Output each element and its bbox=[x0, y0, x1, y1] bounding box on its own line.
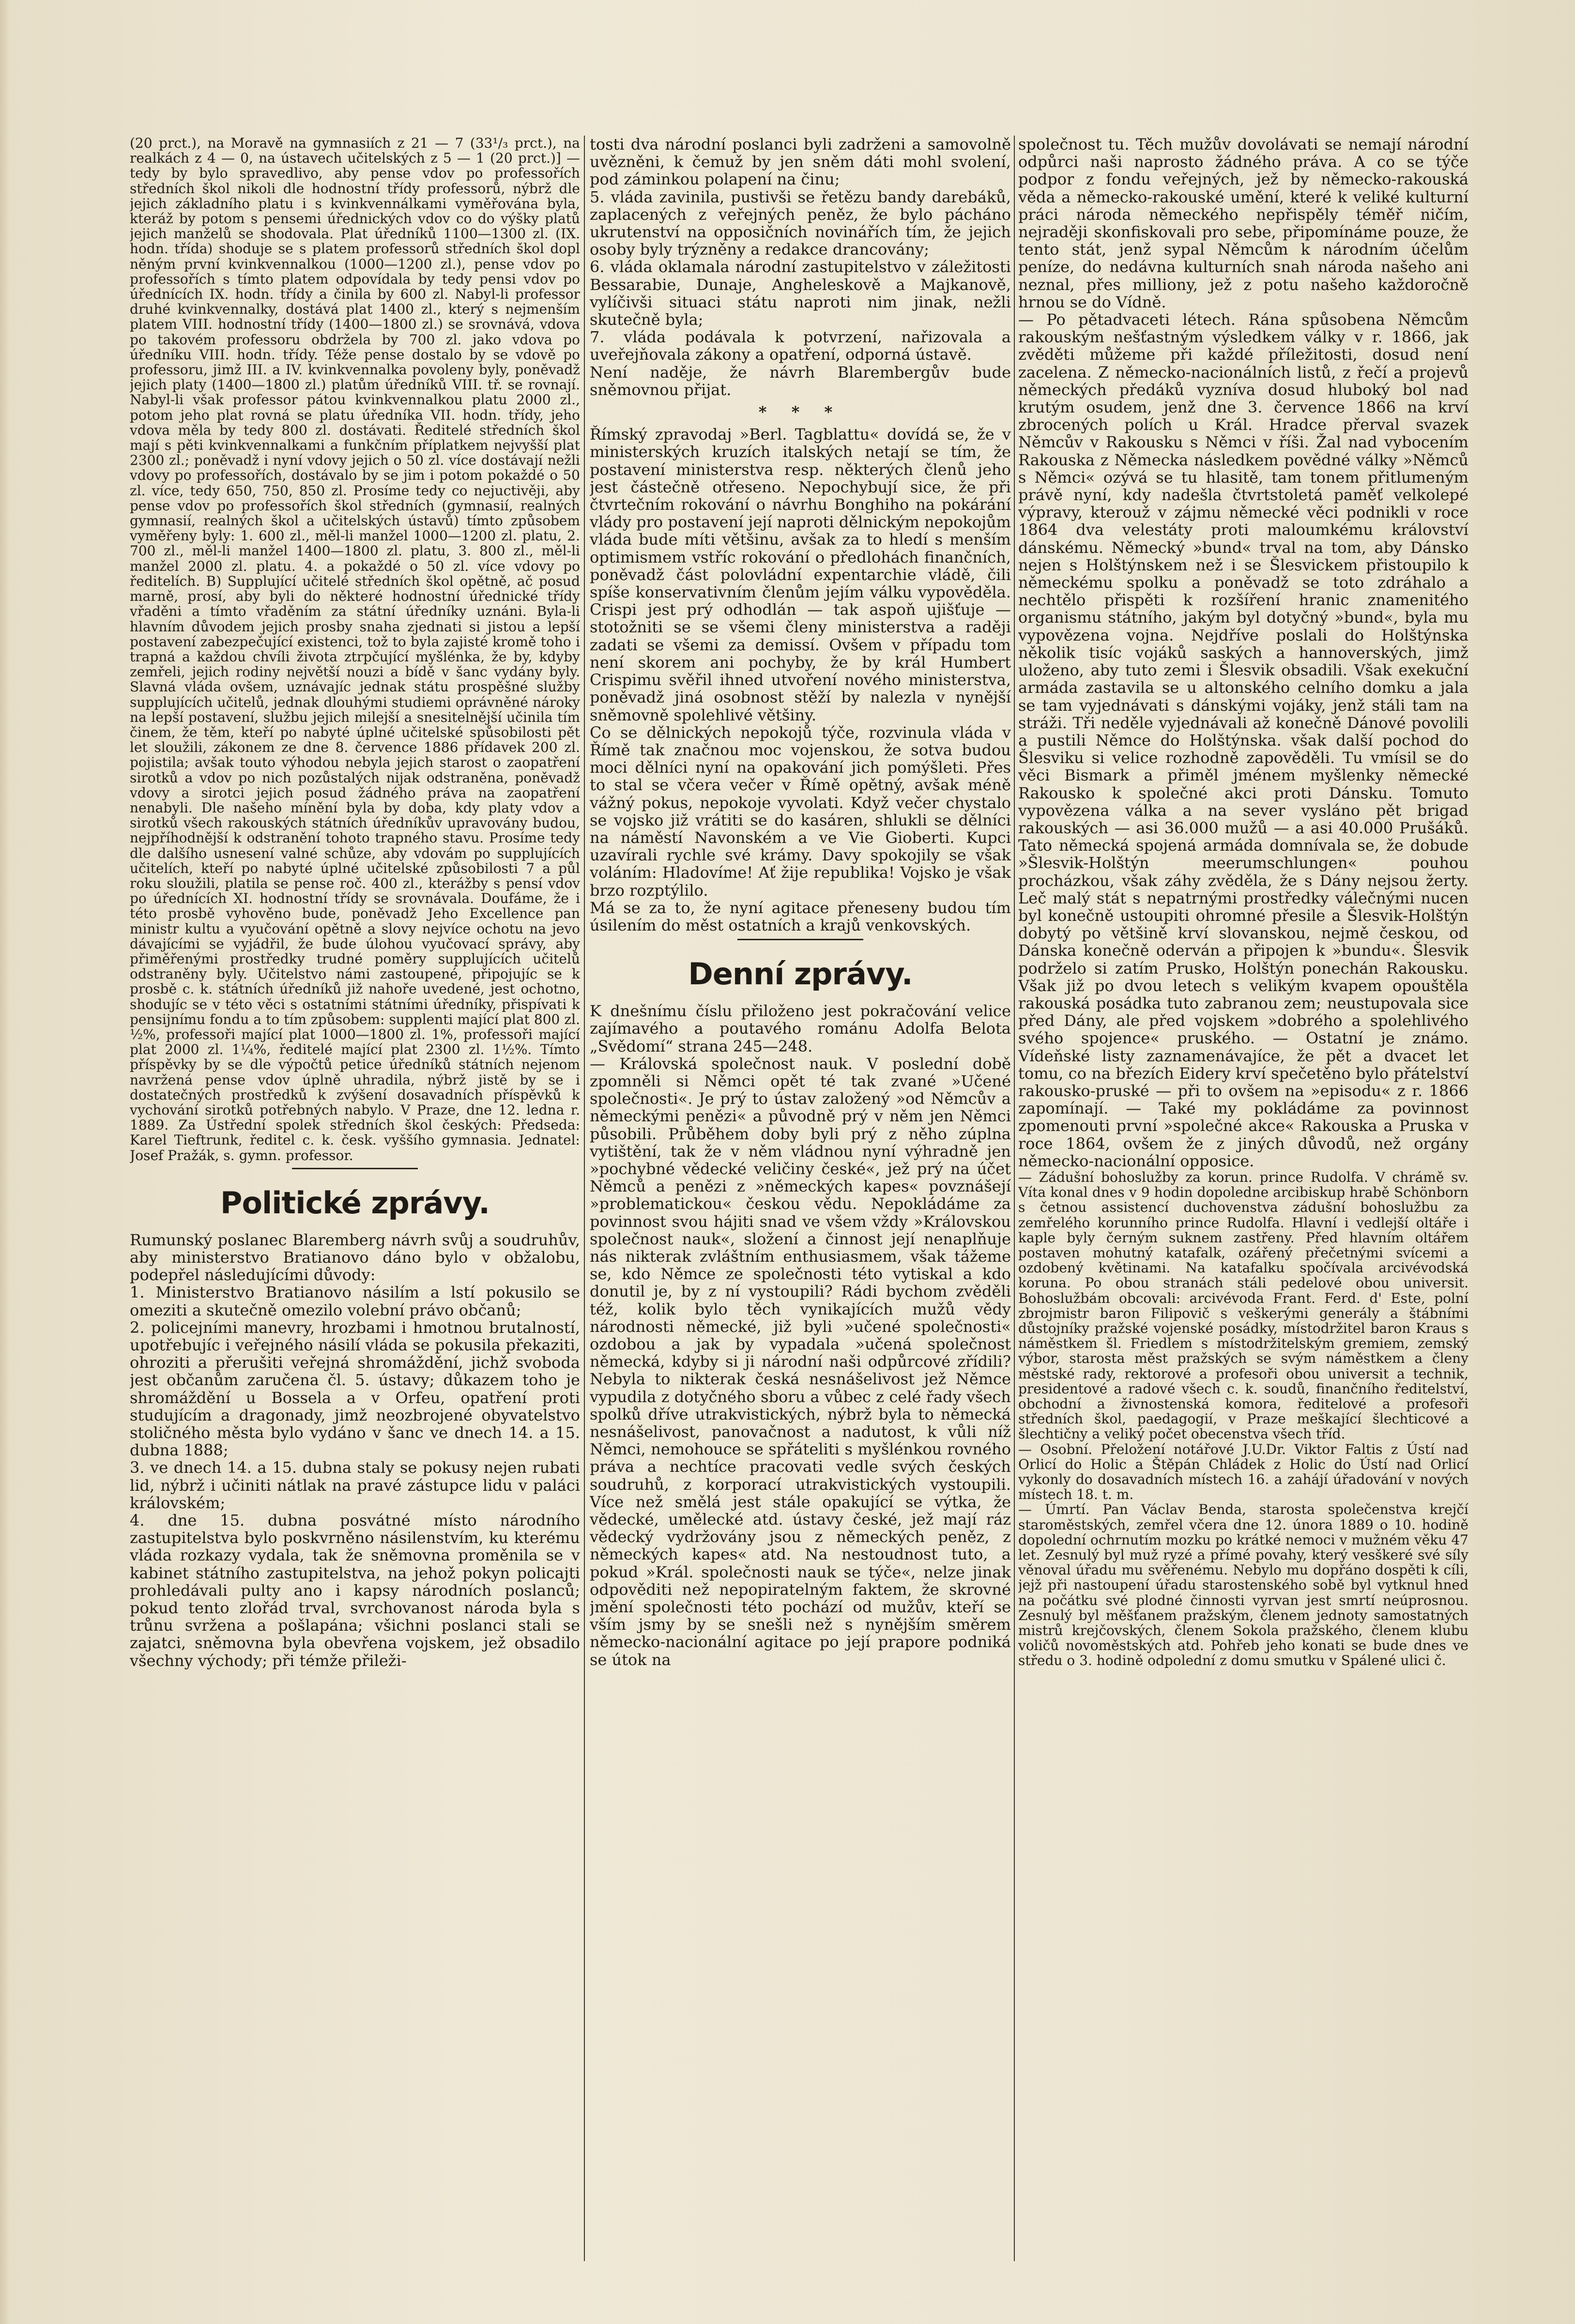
article-paragraph: — Úmrtí. Pan Václav Benda, starosta společenstva krejčí staroměstských, zemřel včera dne 12. února 1889 o 10. hodině dopolední ochrnutím mozku po krátké nemoci v mužném věku 47 let. Zesnulý byl muž ryzé a přímé povahy, který vesškeré své síly věnoval úřadu mu svěřenému. Nebylo mu dopřáno dospěti k cíli, jejž při nastoupení úřadu starostenského sobě byl vytknul hned na počátku své plodné činnosti vyrvan jest smrtí neúprosnou. Zesnulý byl měšťanem pražským, členem jednoty samostatných mistrů krejčovských, členem Sokola pražského, členem klubu voličů novoměstských atd. Pohřeb jeho konati se bude dnes ve středu o 3. hodině odpolední z domu smutku v Spálené ulici č. bbox=[1018, 1501, 1468, 1669]
column-rule bbox=[1014, 136, 1015, 2261]
section-title-political: Politické zprávy. bbox=[220, 1185, 489, 1221]
section-title-daily: Denní zprávy. bbox=[688, 956, 913, 992]
bleed-through-text bbox=[557, 73, 1041, 126]
article-paragraph: Co se dělnických nepokojů týče, rozvinula vláda v Římě tak značnou moc vojenskou, že sotva budou moci dělníci nyní na opakování jich pomýšleti. Přes to stal se včera večer v Římě opětný, avšak méně vážný pokus, nepokoje vyvolati. Když večer chystalo se vojsko již vrátiti se do kasáren, shlukli se dělníci na náměstí Navonském a ve Vie Gioberti. Kupci uzavírali rychle své krámy. Davy spokojily se však voláním: Hladovíme! Ať žije republika! Vojsko je však brzo rozptýlilo. bbox=[590, 723, 1011, 900]
article-paragraph: — Osobní. Přeložení notářové J.U.Dr. Viktor Faltis z Ústí nad Orlicí do Holic a Štěpán Chládek z Holic do Ústí nad Orlicí vykonly do dosavadních místech 16. a zahájí úřadování v nových místech 18. t. m. bbox=[1018, 1441, 1468, 1503]
article-paragraph: Má se za to, že nyní agitace přeneseny budou tím úsilením do měst ostatních a krajů venkovských. bbox=[590, 898, 1011, 934]
article-paragraph: Není naděje, že návrh Blarembergův bude sněmovnou přijat. bbox=[590, 363, 1011, 399]
article-paragraph: 2. policejními manevry, hrozbami i hmotnou brutalností, upotřebujíc i veřejného násilí vláda se pokusila překaziti, ohroziti a přerušiti veřejná shromáždění, jichž svoboda jest občanům zaručena čl. 5. ústavy; důkazem toho je shromáždění u Bossela a v Orfeu, opatření proti studujícím a dragonady, jimž neozbrojené obyvatelstvo stoličného města bylo vydáno v šanc ve dnech 14. a 15. dubna 1888; bbox=[130, 1318, 580, 1460]
article-paragraph: 4. dne 15. dubna posvátné místo národního zastupitelstva bylo poskvrněno násilenstvím, ku kterému vláda rozkazy vydala, tak že sněmovna proměnila se v kabinet státního zastupitelstva, na jehož pokyn policajti prohledávali pulty ano i kapsy národních poslanců; pokud tento zlořád trval, svrchovanost národa byla s trůnu svržena a pošlapána; všichni poslanci stali se zajatci, sněmovna byla obevřena vojskem, jež obsadilo všechny východy; při témže přileži- bbox=[130, 1511, 580, 1670]
petition-text: (20 prct.), na Moravě na gymnasiích z 21 — 7 (33¹/₃ prct.), na realkách z 4 — 0, na ústavech učitelských z 5 — 1 (20 prct.)] — tedy by bylo spravedlivo, aby pense vdov po professořích středních škol nikoli dle hodnostní třídy professorů, nýbrž dle jejich základního platu i s kvinkvennálkami vyměřována byla, kteráž by potom s pensemi úřednických vdov co do výšky platů jejich manželů se shodovala. Plat úředníků 1100—1300 zl. (IX. hodn. třída) shoduje se s platem professorů středních škol dopl něným první kvinkvennalkou (1000—1200 zl.), pense vdov po professořích s tímto platem odpovídala by tedy pensi vdov po úřednících IX. hodn. třídy a činila by 600 zl. Nabyl-li professor druhé kvinkvennalky, dostává plat 1400 zl., který s nejmenším platem VIII. hodnostní třídy (1400—1800 zl.) se srovnává, vdova po takovém professoru obdržela by 700 zl. jako vdova po úředníku VIII. hodn. třídy. Téže pense dostalo by se vdově po professoru, jimž III. a IV. kvinkvennalka povoleny byly, poněvadž jejich platy (1400—1800 zl.) platům úředníků VIII. tř. se rovnají. Nabyl-li však professor pátou kvinkvennalkou platu 2000 zl., potom jeho plat rovná se platu úředníka VII. hodn. třídy, jeho vdova měla by tedy 800 zl. dostávati. Ředitelé středních škol mají s pěti kvinkvennalkami a funkčním příplatkem nejvyšší plat 2300 zl.; poněvadž i nyní vdovy jejich o 50 zl. více dostávají nežli vdovy po professořích, dostávalo by se jim i potom pokaždé o 50 zl. více, tedy 650, 750, 850 zl. Prosíme tedy co nejuctivěji, aby pense vdov po professořích škol středních (gymnasií, realných gymnasií, realných škol a učitelských ústavů) tímto způsobem vyměřeny byly: 1. 600 zl., měl-li manžel 1000—1200 zl. platu, 2. 700 zl., měl-li manžel 1400—1800 zl. platu, 3. 800 zl., měl-li manžel 2000 zl. platu. 4. a pokaždé o 50 zl. více vdovy po ředitelích. B) Supplující učitelé středních škol opětně, ač posud marně, prosí, aby byli do některé hodnostní úřednické třídy vřaděni a tímto vřaděním za státní úředníky uznáni. Byla-li hlavním důvodem jejich prosby snaha zjednati si jistou a lepší postavení zabezpečující existenci, tož to byla zajisté kromě toho i trapná a každou chvíli života ztrpčující myšlénka, že by, kdyby zemřeli, jejich rodiny největší nouzi a bídě v šanc vydány byly. Slavná vláda ovšem, uznávajíc jednak státu prospěšné služby supplujících učitelů, jednak dlouhými studiemi oprávněné nároky na lepší postavení, službu jejich milejší a snesitelnější učinila tím činem, že těm, kteří po nabyté úplné učitelské spůsobilosti pět let sloužili, zákonem ze dne 8. července 1886 přídavek 200 zl. pojistila; avšak touto výhodou nebyla jejich starost o zaopatření sirotků a vdov po nich pozůstalých nijak odstraněna, poněvadž vdovy a sirotci jejich posud žádného práva na zaopatření nenabyli. Dle našeho mínění byla by doba, kdy platy vdov a sirotků všech rakouských státních úředníkův upravovány budou, nejpříhodnější k odstranění tohoto trapného stavu. Prosíme tedy dle dalšího usnesení valné schůze, aby vdovám po supplujících učitelích, kteří po nabyté úplné učitelské způsobilosti 7 a půl roku sloužili, platila se pense roč. 400 zl., kterážby s pensí vdov po úřednících XI. hodnostní třídy se srovnávala. Doufáme, že i této prosbě vyhověno bude, poněvadž Jeho Excellence pan ministr kultu a vyučování opětně a slovy nejvíce ochotu na jevo dávajícími se vyjádřil, že bude úlohou vyučovací správy, aby přiměřenými prostředky trudné poměry supplujících učitelů odstraněny byly. Učitelstvo námi zastoupené, připojujíc se k prosbě c. k. státních úředníků již nahoře uvedené, jest ochotno, shodujíc se v této věci s ostatními státními úředníky, přispívati k pensijnímu fondu a to tím způsobem: supplenti mající plat 800 zl. ½%, professoři mající plat 1000—1800 zl. 1%, professoři mající plat 2000 zl. 1¼%, ředitelé mající plat 2300 zl. 1½%. Tímto příspěvky by se dle výpočtů petice úředníků státních nejenom navržená pense vdov úplně uhradila, nýbrž jistě by se i dostatečných prostředků k zvýšení dosavadních příspěvků k vychování sirotků potřebných nabylo. V Praze, dne 12. ledna r. 1889. Za Ústřední spolek středních škol českých: Předseda: Karel Tieftrunk, ředitel c. k. česk. vyššího gymnasia. Jednatel: Josef Pražák, s. gymn. professor. bbox=[130, 136, 580, 1163]
section-divider bbox=[737, 939, 863, 940]
page-edge-shadow bbox=[0, 0, 10, 2324]
article-paragraph: Římský zpravodaj »Berl. Tagblattu« dovídá se, že v ministerských kruzích italských netají se tím, že postavení ministerstva resp. některých členů jeho jest částečně otřeseno. Nepochybují sice, že při čtvrtečním rokování o návrhu Bonghiho na pokárání vlády pro postavení její naproti dělnickým nepokojům vláda bude míti většinu, avšak za to hledí s menším optimismem vstříc rokování o předlohách finančních, poněvadž část polovládní expentarchie vládě, čili spíše konservativním členům jejím válku vypověděla. Crispi jest prý odhodlán — tak aspoň ujišťuje — stotožniti se se všemi členy ministerstva a raději zadati se všemi za demissí. Ovšem v případu tom není skorem ani pochyby, že by král Humbert Crispimu svěřil ihned utvoření nového ministerstva, poněvadž jiná osobnost stěží by nalezla v nynější sněmovně spolehlivé většiny. bbox=[590, 425, 1011, 724]
column-middle bbox=[590, 136, 1011, 2261]
article-paragraph: 1. Ministerstvo Bratianovo násilím a lstí pokusilo se omeziti a skutečně omezilo volební právo občanů; bbox=[130, 1283, 580, 1319]
article-paragraph: 5. vláda zavinila, pustivši se řetězu bandy darebáků, zaplacených z veřejných peněz, že bylo pácháno ukrutenství na opposičních novinářích tím, že jejich osoby byly trýzněny a redakce drancovány; bbox=[590, 187, 1011, 259]
article-paragraph: — Po pětadvaceti létech. Rána spůsobena Němcům rakouským nešťastným výsledkem války v r. 1866, jak zvěděti můžeme při každé příležitosti, dosud není zacelena. Z německo-nacionálních listů, z řečí a projevů německých předáků vyzníva dosud hluboký bol nad krutým osudem, jenž dne 3. července 1866 na krví zbrocených polích u Král. Hradce přerval svazek Němcův v Rakousku s Němci v říši. Žal nad vybocením Rakouska z Německa následkem povědné války »Němců s Němci« ozývá se tu hlasitě, tam tonem přitlumeným právě nyní, kdy nadešla čtvrtstoletá paměť velkolepé výpravy, kterouž v zájmu německé věci podnikli v roce 1864 dva velestáty proti maloumkému království dánskému. Německý »bund« trval na tom, aby Dánsko nejen s Holštýnskem než i se Šlesvickem přistoupilo k německému spolku a poněvadž se toto zdráhalo a nechtělo přispěti k rozšíření hranic znamenitého organismu státního, jakým byl dotyčný »bund«, byla mu vypovězena vojna. Nejdříve poslali do Holštýnska několik tisíc vojáků saských a hannoverských, jimž uloženo, aby tuto zemi i Šlesvik obsadili. Však exekuční armáda zastavila se u altonského celního domku a jala se tam vyjednávati s dánskými vojáky, jenž stáli tam na stráži. Tři neděle vyjednávali až konečně Dánové povolili a pustili Němce do Holštýnska. však další pochod do Šlesviku si velice rozhodně zapověděli. Tu vmísil se do věci Bismark a přiměl jménem myšlenky německé Rakousko k společné akci proti Dánsku. Tomuto vypovězena válka a na sever vysláno pět brigad rakouských — asi 36.000 mužů — a asi 40.000 Prušáků. Tato německá spojená armáda domnívala se, že dobude »Šlesvik-Holštýn meerumschlungen« pouhou procházkou, však záhy zvěděla, že s Dány nejsou žerty. Leč malý stát s nepatrnými prostředky válečnými nucen byl konečně ustoupiti ohromné přesile a Šlesvik-Holštýn dobytý po většině krví slovanskou, nejmě českou, od Dánska konečně oderván a připojen k »bundu«. Šlesvik podrželo si zatím Prusko, Holštýn ponechán Rakousku. Však již po dvou letech s velikým kvapem opouštěla rakouská posádka tuto zabranou zem; neustupovala sice před Dány, ale před vojskem »dobrého a spolehlivého svého spojence« pruského. — Ostatní je známo. Vídeňské listy zaznamenávajíce, že pět a dvacet let tomu, co na březích Eidery krví spečetěno bylo přátelství rakousko-pruské — při to ovšem na »episodu« z r. 1866 zapomínají. — Také my pokládáme za povinnost zpomenouti první »společné akce« Rakouska a Pruska v roce 1864, ovšem že z jiných důvodů, než orgány německo-nacionální opposice. bbox=[1018, 310, 1468, 1170]
separator-stars: * * * bbox=[758, 403, 842, 422]
article-paragraph: 7. vláda podávala k potvrzení, nařizovala a uveřejňovala zákony a opatření, odporná ústavě. bbox=[590, 328, 1011, 364]
article-paragraph: — Zádušní bohoslužby za korun. prince Rudolfa. V chrámě sv. Víta konal dnes v 9 hodin dopoledne arcibiskup hrabě Schönborn s četnou assistencí duchovenstva zádušní bohoslužbu za zemřelého korunního prince Rudolfa. Hlavní i vedlejší oltáře i kaple byly černým suknem zastřeny. Před hlavním oltářem postaven mohutný katafalk, ozářený přečetnými svícemi a ozdobený květinami. Na katafalku spočívala arcivévodská koruna. Po obou stranách stáli pedelové obou universit. Bohoslužbám obcovali: arcivévoda Frant. Ferd. d' Este, polní zbrojmistr baron Filipovič s veškerými generály a štábními důstojníky pražské vojenské posádky, místodržitel baron Kraus s náměstkem šl. Friedlem s místodržitelským gremiem, zemský výbor, starosta měst pražských se svým náměstkem a členy městské rady, rektorové a profesoři obou universit a technik, presidentové a radové všech c. k. soudů, finančního ředitelství, obchodní a živnostenská komora, ředitelové a profesoři středních škol, paedagogií, v Praze meškající šlechticové a šlechtičny a veliký počet obecenstva všech tříd. bbox=[1018, 1169, 1468, 1442]
article-paragraph: 6. vláda oklamala národní zastupitelstvo v záležitosti Bessarabie, Dunaje, Angheleskově a Majkanově, vylíčivši situaci státu naproti nim jinak, nežli skutečně byla; bbox=[590, 258, 1011, 329]
article-paragraph: 3. ve dnech 14. a 15. dubna staly se pokusy nejen rubati lid, nýbrž i učiniti nátlak na pravé zástupce lidu v paláci královském; bbox=[130, 1458, 580, 1512]
article-paragraph: tosti dva národní poslanci byli zadrženi a samovolně uvězněni, k čemuž by jen sněm dáti mohl svolení, pod záminkou polapení na činu; bbox=[590, 136, 1011, 189]
column-right bbox=[1018, 136, 1468, 2261]
article-paragraph: — Královská společnost nauk. V poslední době zpomněli si Němci opět té tak zvané »Učené společnosti«. Je prý to ústav založený »od Němcův a německými penězi« a původně prý v něm jen Němci působili. Průběhem doby byli prý z něho zúplna vytištění, tak že v něm vládnou nyní výhradně jen »pochybné vědecké veličiny české«, jež prý na účet Němců a penězi z »německých kapes« povznášejí »problematickou« českou vědu. Nepokládáme za povinnost svou hájiti snad ve všem vždy »Královskou společnost nauk«, složení a činnost její nenaplňuje nás nikterak zvláštním enthusiasmem, však tážeme se, kdo Němce ze společnosti této vytiskal a kdo donutil je, by z ní vystoupili? Rádi bychom zvěděli též, kolik bylo těch vynikajících mužů vědy národnosti německé, již byli »učené společnosti« ozdobou a jak by vypadala »učená společnost německá, kdyby si ji národní naši odpůrcové zřídili? Nebyla to nikterak česká nesnášelivost jež Němce vypudila z dotyčného sboru a vůbec z celé řady všech spolků dříve utrakvistických, nýbrž byla to německá nesnášelivost, panovačnost a nadutost, k vůli níž Němci, nemohouce se spřáteliti s myšlénkou rovného práva a nechtíce pracovati vedle svých českých soudruhů, z korporací utrakvistických vystoupili. Více než smělá jest stále opakující se výtka, že vědecké, umělecké atd. ústavy české, jež mají ráz vědecký vydržovány jsou z německých peněz, z německých kapes« atd. Na nestoudnost tuto, a pokud »Král. společnosti nauk se týče«, nelze jinak odpověditi než nepopiratelným faktem, že skrovné jmění společnosti této pochází od mužův, kteří se vším jsmy by se snešli než s nynějším směrem německo-nacionální agitace po její prapore podniká se útok na bbox=[590, 1054, 1011, 1669]
column-left bbox=[130, 136, 580, 2261]
section-divider bbox=[292, 1168, 418, 1169]
article-paragraph: Rumunský poslanec Blaremberg návrh svůj a soudruhův, aby ministerstvo Bratianovo dáno bylo v obžalobu, podepřel následujícími důvody: bbox=[130, 1230, 580, 1284]
article-paragraph: K dnešnímu číslu přiloženo jest pokračování velice zajímavého a poutavého románu Adolfa Belota „Svědomí“ strana 245—248. bbox=[590, 1002, 1011, 1055]
column-rule bbox=[584, 136, 585, 2261]
article-paragraph: společnost tu. Těch mužův dovolávati se nemají národní odpůrci naši naprosto žádného práva. A co se týče podpor z fondu veřejných, jež by německo-rakouská věda a německo-rakouské umění, které k veliké kulturní práci národa německého nepřispěly téměř ničím, nejraději skonfiskovali pro sebe, připomínáme pouze, že tento stát, jenž sypal Němcům k národním účelům peníze, do nedávna kulturních snah národa našeho ani neznal, přes milliony, jež z potu našeho každoročně hrnou se do Vídně. bbox=[1018, 136, 1468, 311]
